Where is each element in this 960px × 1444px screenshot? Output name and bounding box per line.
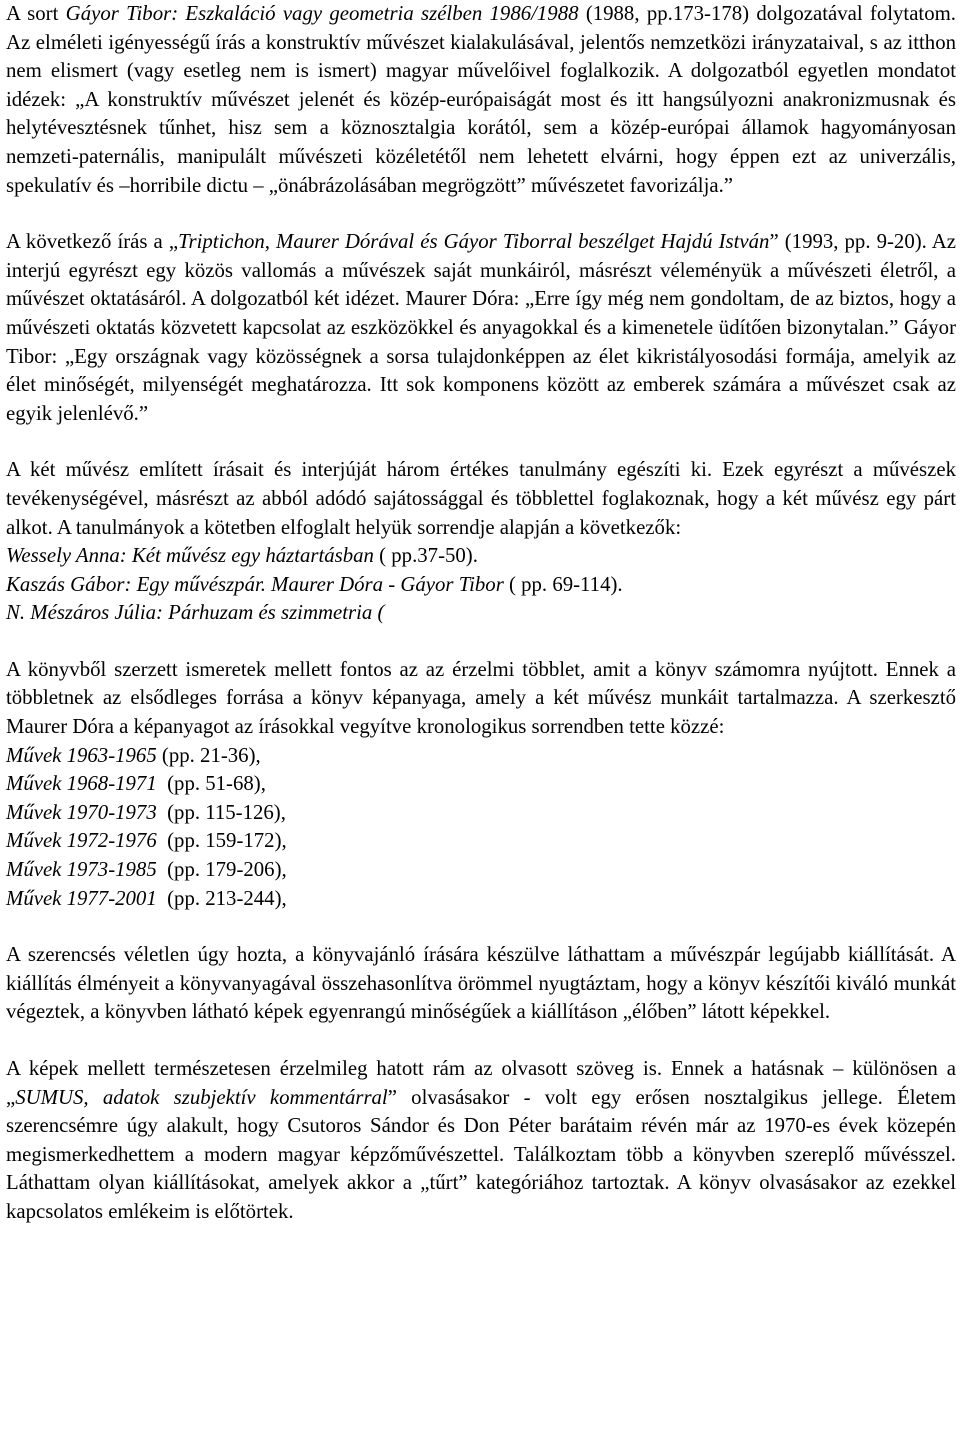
study-title: Kaszás Gábor: Egy művészpár. Maurer Dóra - Gáyor Tibor: [6, 572, 504, 596]
text-segment: ” olvasásakor - volt egy erősen nosztalgikus jellege. Életem szerencsémre úgy alakult, hogy Csutoros Sándor és Don Péter barátaim révén már az 1970-es évek közepén megismerkedhettem a modern magyar képzőművészettel. Találkoztam több a könyvben szereplő művésszel. Láthattam olyan kiállításokat, amelyek akkor a „tűrt” kategóriához tartoztak. A könyv olvasásakor az ezekkel kapcsolatos emlékeim is előtörtek.: [6, 1085, 956, 1223]
study-title: Wessely Anna: Két művész egy háztartásban: [6, 544, 374, 568]
text-segment: (1988, pp.173-178) dolgozatával folytatom. Az elméleti igényességű írás a konstruktív művészet kialakulásával, jelentős nemzetközi irányzataival, s az itthon nem elismert (vagy esetleg nem is ismert) magyar művelőivel foglalkozik. A dolgozatból egyetlen mondatot idézek: „A konstruktív művészet jelenét és közép-európaiságát most és itt hangsúlyozni anakronizmusnak és helytévesztésnek tűnhet, hisz sem a köznosztalgia korától, sem a közép-európai államok hagyományosan nemzeti-paternális, manipulált művészeti közéletétől nem lehetett elvárni, hogy éppen ezt az univerzális, spekulatív és –horribile dictu – „önábrázolásában megrögzött” művészetet favorizálja.”: [6, 2, 956, 197]
works-pages: (pp. 21-36),: [156, 743, 261, 767]
works-pages: (pp. 159-172),: [156, 829, 287, 853]
document-page: [6, 0, 956, 1227]
study-pages: ( pp. 69-114).: [503, 572, 623, 596]
paragraph-triptichon: [6, 228, 956, 428]
paragraph-exhibition: A szerencsés véletlen úgy hozta, a könyvajánló írására készülve láthattam a művészpár legújabb kiállítását. A kiállítás élményeit a könyvanyagával összehasonlítva örömmel nyugtáztam, hogy a könyv készítői kiváló munkát végeztek, a könyvben látható képek egyenrangú minőségűek a kiállításon „élőben” látott képekkel.: [6, 943, 956, 1024]
text-segment: A sort: [6, 2, 66, 25]
works-pages: (pp. 179-206),: [156, 858, 287, 882]
study-pages: ( pp.37-50).: [373, 544, 478, 568]
text-segment: ” (1993, pp. 9-20). Az interjú egyrészt egy közös vallomás a művészek saját munkáiról, másrészt véleményük a művészeti életről, a művészet oktatásáról. A dolgozatból két idézet. Maurer Dóra: „Erre így még nem gondoltam, de az biztos, hogy a művészeti oktatás közvetett kapcsolat az eszközökkel és anyagokkal és a kimenetele üdítően bizonytalan.” Gáyor Tibor: „Egy országnak vagy közösségnek a sorsa tulajdonképpen az élet kikristályosodási formája, amelyik az élet minőségét, milyenségét meghatározza. Itt sok komponens között az emberek számára a művészet csak az egyik jelenlévő.”: [6, 230, 957, 425]
works-item: [6, 742, 956, 771]
works-pages: (pp. 213-244),: [156, 886, 287, 910]
paragraph-studies: [6, 456, 956, 628]
paragraph-gayor-essay: [6, 0, 956, 200]
text-segment: A következő írás a „: [6, 230, 179, 254]
paragraph-nostalgia: [6, 1055, 956, 1227]
works-pages: (pp. 115-126),: [156, 800, 286, 824]
works-item: [6, 827, 956, 856]
works-title: Művek 1963-1965: [6, 743, 157, 767]
works-intro: A könyvből szerzett ismeretek mellett fontos az az érzelmi többlet, amit a könyv számomra nyújtott. Ennek a többletnek az elsődleges forrása a könyv képanyaga, amely a két művész munkáit tartalmazza. A szerkesztő Maurer Dóra a képanyagot az írásokkal vegyítve kronologikus sorrendben tette közzé:: [6, 657, 956, 739]
text-segment: A képek mellett természetesen érzelmileg hatott rám az olvasott szöveg is. Ennek a hatásnak – különösen a „: [6, 1057, 956, 1109]
works-title: Művek 1973-1985: [6, 858, 157, 882]
works-title: Művek 1977-2001: [6, 886, 157, 910]
works-item: [6, 885, 956, 914]
works-item: [6, 770, 956, 799]
paragraph-works: [6, 656, 956, 913]
works-title: Művek 1968-1971: [6, 772, 157, 796]
interview-title: Triptichon, Maurer Dórával és Gáyor Tiborral beszélget Hajdú István: [178, 230, 770, 254]
studies-intro: A két művész említett írásait és interjúját három értékes tanulmány egészíti ki. Ezek egyrészt a művészek tevékenységével, másrészt az abból adódó sajátossággal és többlettel foglakoznak, hogy a két művész egy párt alkot. A tanulmányok a kötetben elfoglalt helyük sorrendje alapján a következők:: [6, 458, 956, 539]
works-item: [6, 799, 956, 828]
works-pages: (pp. 51-68),: [156, 772, 266, 796]
study-item: [6, 542, 956, 571]
works-item: [6, 856, 956, 885]
works-title: Művek 1972-1976: [6, 829, 157, 853]
study-title: N. Mészáros Júlia: Párhuzam és szimmetria (: [6, 601, 385, 625]
essay-title: Gáyor Tibor: Eszkaláció vagy geometria szélben 1986/1988: [65, 2, 579, 25]
sumus-title: SUMUS, adatok szubjektív kommentárral: [15, 1085, 388, 1109]
study-item: [6, 571, 956, 600]
study-item: [6, 599, 956, 628]
works-title: Művek 1970-1973: [6, 800, 157, 824]
